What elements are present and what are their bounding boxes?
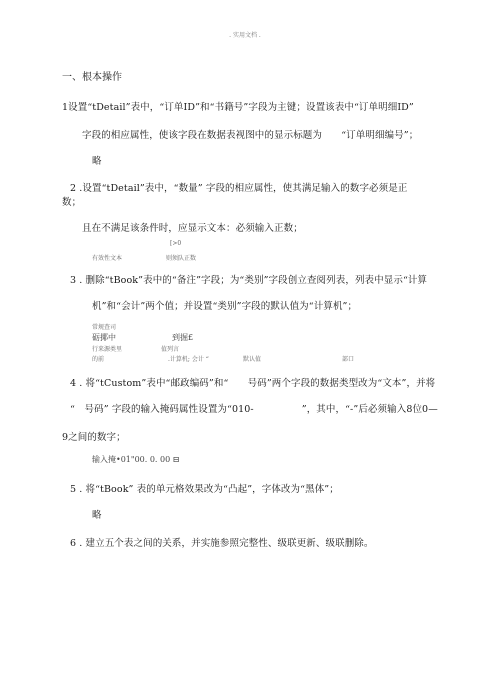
item3-figure-default-value: 部口: [342, 356, 355, 363]
item3-figure-default: 默认值: [243, 356, 262, 363]
page-header: . 实用文档 .: [229, 32, 261, 39]
item3-line1: 3 . 删除“tBook”表中的“备注”字段；为“类别”字段创立查阅列表，列表中显示“计算: [70, 275, 428, 286]
item3-figure-tab: 常规查司: [92, 324, 117, 331]
item1-line1: 1设置“tDetail”表中，“订单ID”和“书籍号”字段为主键；设置该表中“订单明细ID”: [62, 102, 414, 113]
item1-line2: 字段的相应属性，使该字段在数据表视图中的显示标题为 “订单明细编号”；: [82, 130, 419, 141]
item2-line1: 2 .设置“tDetail”表中，“数量” 字段的相应属性，使其满足输入的数字必须是正: [70, 183, 408, 194]
item3-figure-rowsource-type-value: 值列言: [161, 346, 180, 353]
item5-line2: 略: [92, 510, 102, 521]
item3-figure-control: 砺揶中: [92, 333, 116, 342]
item4-line1: 4 . 将“tCustom”表中“邮政编码”和“ 号码”两个字段的数据类型改为“文本”，并将: [70, 378, 436, 389]
item3-line2: 机”和“会计”两个值；并设置“类别”字段的默认值为“计算机”；: [92, 301, 358, 312]
item3-figure-rowsource-type: 行来源类里: [92, 346, 123, 353]
item5-line1: 5 . 将“tBook” 表的单元格效果改为“凸起”，字体改为“黑体”；: [70, 484, 339, 495]
item3-figure-control-value: 到掘£: [172, 333, 194, 342]
item2-figure-value: 则须队正数: [166, 255, 197, 262]
item2-line2: 数；: [62, 197, 82, 208]
item4-line2: “ 号码” 字段的输入掩码属性设置为“010- ”，其中，“-”后必须输入8位0—: [70, 404, 438, 415]
item2-figure-validation-rule: [>0: [170, 240, 182, 247]
item4-line3: 9之间的数字；: [62, 432, 126, 443]
item3-figure-rowsource: 的前: [92, 356, 105, 363]
item2-figure-label: 有效性文本: [92, 255, 123, 262]
section-title: 一、根本操作: [62, 72, 122, 83]
item2-line3: 且在不满足该条件时，应显示文本：必须输入正数；: [82, 223, 303, 234]
item3-figure-rowsource-value: .计算机; 会计 “: [168, 356, 209, 363]
item6-line1: 6 . 建立五个表之间的关系，并实施参照完整性、级联更新、级联删除。: [70, 538, 374, 549]
item1-line3: 略: [92, 156, 102, 167]
item4-figure-input-mask: 输入掩•01"00. 0. 00 ⊟: [92, 455, 180, 464]
